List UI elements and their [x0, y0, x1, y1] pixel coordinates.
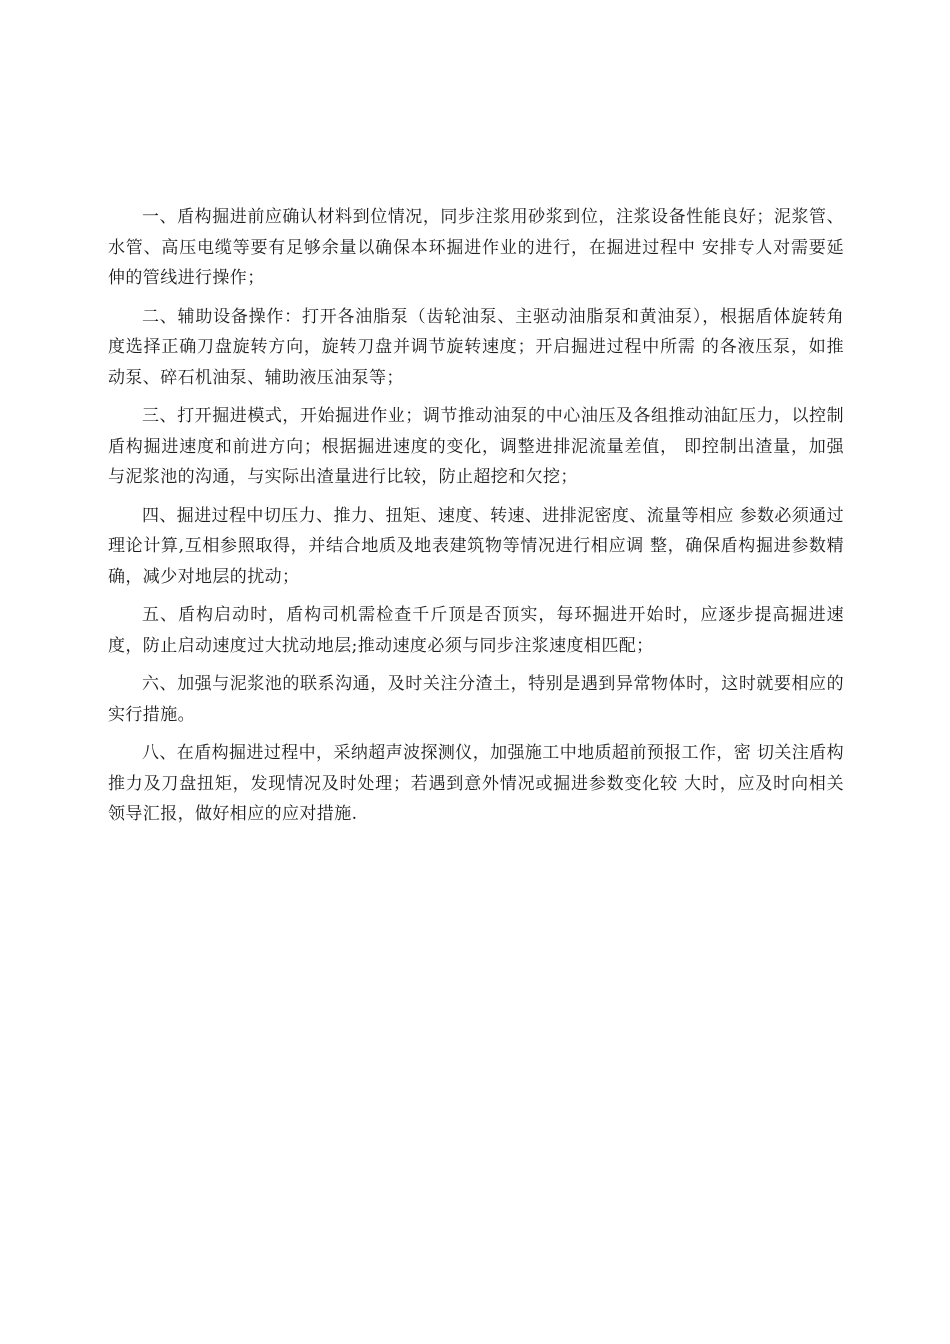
paragraph-5: 五、盾构启动时，盾构司机需检查千斤顶是否顶实，每环掘进开始时，应逐步提高掘进速度，防止启动速度过大扰动地层;推动速度必须与同步注浆速度相匹配； [108, 605, 844, 656]
document-body [108, 202, 844, 838]
paragraph-4: 四、掘进过程中切压力、推力、扭矩、速度、转速、进排泥密度、流量等相应 参数必须通过理论计算,互相参照取得，并结合地质及地表建筑物等情况进行相应调 整，确保盾构掘进参数精确，减少对地层的扰动； [108, 505, 844, 587]
paragraph-3: 三、打开掘进模式，开始掘进作业；调节推动油泵的中心油压及各组推动油缸压力，以控制盾构掘进速度和前进方向；根据掘进速度的变化，调整进排泥流量差值， 即控制出渣量，加强与泥浆池的沟通，与实际出渣量进行比较，防止超挖和欠挖； [108, 406, 844, 487]
paragraph-8: 八、在盾构掘进过程中，采纳超声波探测仪，加强施工中地质超前预报工作，密 切关注盾构推力及刀盘扭矩，发现情况及时处理；若遇到意外情况或掘进参数变化较 大时，应及时向相关领导汇报，做好相应的应对措施. [108, 743, 844, 824]
paragraph-2: 二、辅助设备操作：打开各油脂泵（齿轮油泵、主驱动油脂泵和黄油泵），根据盾体旋转角度选择正确刀盘旋转方向，旋转刀盘并调节旋转速度；开启掘进过程中所需 的各液压泵，如推动泵、碎石机油泵、辅助液压油泵等； [108, 306, 844, 388]
paragraph-1: 一、盾构掘进前应确认材料到位情况，同步注浆用砂浆到位，注浆设备性能良好；泥浆管、水管、高压电缆等要有足够余量以确保本环掘进作业的进行，在掘进过程中 安排专人对需要延伸的管线进行操作； [108, 207, 844, 288]
paragraph-6: 六、加强与泥浆池的联系沟通，及时关注分渣土，特别是遇到异常物体时，这时就要相应的实行措施。 [108, 674, 844, 725]
